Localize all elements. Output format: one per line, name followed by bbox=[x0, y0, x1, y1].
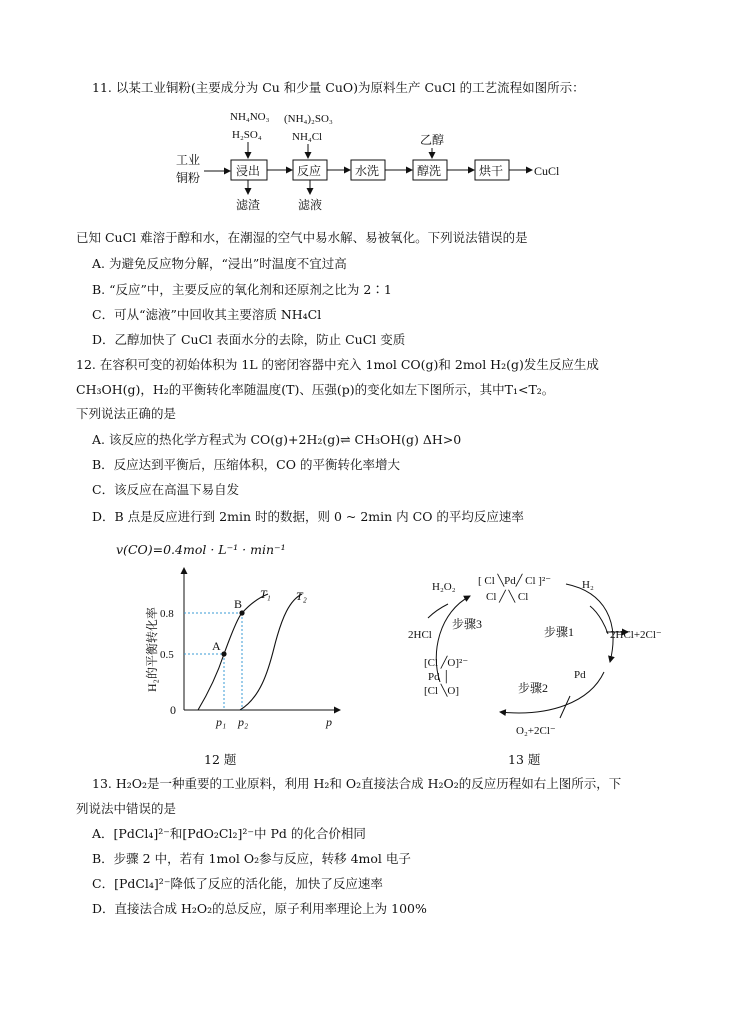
diagram-step3: 步骤3 bbox=[452, 617, 483, 631]
q11-info: 已知 CuCl 难溶于醇和水，在潮湿的空气中易水解、易被氧化。下列说法错误的是 bbox=[76, 230, 528, 245]
diagram-step1: 步骤1 bbox=[544, 625, 575, 639]
flow-residue: 滤渣 bbox=[236, 198, 261, 212]
q13-stem-2: 列说法中错误的是 bbox=[76, 801, 177, 816]
flow-reagent-nh4no3: NH₄NO₃ bbox=[230, 111, 270, 123]
flow-step-leach: 浸出 bbox=[236, 164, 261, 178]
q11-option-d: D．乙醇加快了 CuCl 表面水分的去除，防止 CuCl 变质 bbox=[92, 332, 406, 347]
flow-step-dry: 烘干 bbox=[479, 164, 504, 178]
label-b: B bbox=[234, 597, 243, 611]
q13-option-c: C．[PdCl₄]²⁻降低了反应的活化能，加快了反应速率 bbox=[92, 876, 383, 891]
graph-origin: 0 bbox=[170, 703, 176, 717]
q13-option-b: B．步骤 2 中，若有 1mol O₂参与反应，转移 4mol 电子 bbox=[92, 851, 411, 866]
diagram-top-complex-2: Cl ╱ ╲ Cl bbox=[486, 591, 529, 603]
q12-stem-1: 12. 在容积可变的初始体积为 1L 的密闭容器中充入 1mol CO(g)和 2mol H₂(g)发生反应生成 bbox=[76, 357, 599, 372]
diagram-left-complex-3: [Cl ╲O] bbox=[424, 685, 460, 697]
point-b bbox=[239, 610, 244, 615]
graph-xtick-p2: p₂ bbox=[238, 715, 249, 729]
q12-stem-3: 下列说法正确的是 bbox=[76, 406, 177, 421]
q12-rate-line: v(CO)=0.4mol · L⁻¹ · min⁻¹ bbox=[116, 542, 286, 557]
curve-t2 bbox=[240, 594, 302, 710]
q12-graph bbox=[140, 562, 350, 742]
diagram-2hcl: 2HCl bbox=[408, 629, 432, 641]
q13-option-a: A．[PdCl₄]²⁻和[PdO₂Cl₂]²⁻中 Pd 的化合价相同 bbox=[92, 826, 366, 841]
label-t2: T₂ bbox=[296, 589, 307, 603]
q11-stem: 11. 以某工业铜粉(主要成分为 Cu 和少量 CuO)为原料生产 CuCl 的工艺流程如图所示： bbox=[92, 80, 585, 95]
flow-input-1: 工业 bbox=[176, 153, 201, 167]
point-a bbox=[221, 651, 226, 656]
flow-step-react: 反应 bbox=[297, 164, 322, 178]
graph-xtick-p1: p₁ bbox=[216, 715, 227, 729]
flow-product: CuCl bbox=[534, 164, 560, 178]
q11-option-c: C．可从“滤液”中回收其主要溶质 NH₄Cl bbox=[92, 307, 322, 322]
diagram-left-complex-2: Pd │ bbox=[428, 671, 451, 683]
q12-option-d: D．B 点是反应进行到 2min 时的数据，则 0 ~ 2min 内 CO 的平均反应速率 bbox=[92, 509, 524, 524]
flow-step-alcohol-wash: 醇洗 bbox=[417, 164, 442, 178]
flow-reagent-h2so4: H₂SO₄ bbox=[232, 129, 262, 141]
diagram-left-complex: [Cl ╱O]²⁻ bbox=[424, 657, 469, 669]
q13-option-d: D．直接法合成 H₂O₂的总反应，原子利用率理论上为 100% bbox=[92, 901, 427, 916]
q13-stem-1: 13. H₂O₂是一种重要的工业原料，利用 H₂和 O₂直接法合成 H₂O₂的反应历程如右上图所示，下 bbox=[92, 776, 622, 791]
q12-option-c: C．该反应在高温下易自发 bbox=[92, 482, 240, 497]
diagram-h2o2: H₂O₂ bbox=[432, 581, 456, 593]
diagram-pd: Pd bbox=[574, 669, 586, 681]
diagram-bottom: O₂+2Cl⁻ bbox=[516, 725, 556, 737]
q12-caption: 12 题 bbox=[204, 752, 237, 767]
flow-filtrate: 滤液 bbox=[298, 198, 323, 212]
q11-flowchart bbox=[170, 108, 590, 214]
graph-ytick-08: 0.8 bbox=[160, 608, 174, 620]
q13-caption: 13 题 bbox=[508, 752, 541, 767]
graph-xlabel: p bbox=[326, 715, 332, 729]
diagram-h2: H₂ bbox=[582, 579, 594, 591]
q12-option-b: B．反应达到平衡后，压缩体积，CO 的平衡转化率增大 bbox=[92, 457, 400, 472]
q11-option-b: B. “反应”中，主要反应的氧化剂和还原剂之比为 2∶1 bbox=[92, 282, 392, 297]
flow-reagent-nh4cl: NH₄Cl bbox=[292, 131, 323, 143]
q11-option-a: A. 为避免反应物分解，“浸出”时温度不宜过高 bbox=[92, 256, 347, 271]
flow-input-2: 铜粉 bbox=[176, 171, 201, 185]
diagram-step2: 步骤2 bbox=[518, 681, 549, 695]
graph-ylabel: H₂的平衡转化率 bbox=[145, 607, 159, 692]
q13-diagram bbox=[400, 562, 700, 742]
label-a: A bbox=[212, 639, 221, 653]
flow-reagent-nh4so3: (NH₄)₂SO₃ bbox=[284, 113, 333, 125]
label-t1: T₁ bbox=[260, 587, 271, 601]
q12-stem-2: CH₃OH(g)，H₂的平衡转化率随温度(T)、压强(p)的变化如左下图所示，其中T₁<T₂。 bbox=[76, 382, 555, 397]
graph-ytick-05: 0.5 bbox=[160, 649, 174, 661]
diagram-right-products: 2HCl+2Cl⁻ bbox=[610, 629, 662, 641]
diagram-top-complex: [ Cl ╲Pd╱ Cl ]²⁻ bbox=[478, 575, 552, 587]
flow-reagent-ethanol: 乙醇 bbox=[420, 133, 445, 147]
flow-step-wash: 水洗 bbox=[355, 164, 380, 178]
q12-option-a: A. 该反应的热化学方程式为 CO(g)+2H₂(g)⇌ CH₃OH(g) ΔH>0 bbox=[92, 432, 462, 447]
